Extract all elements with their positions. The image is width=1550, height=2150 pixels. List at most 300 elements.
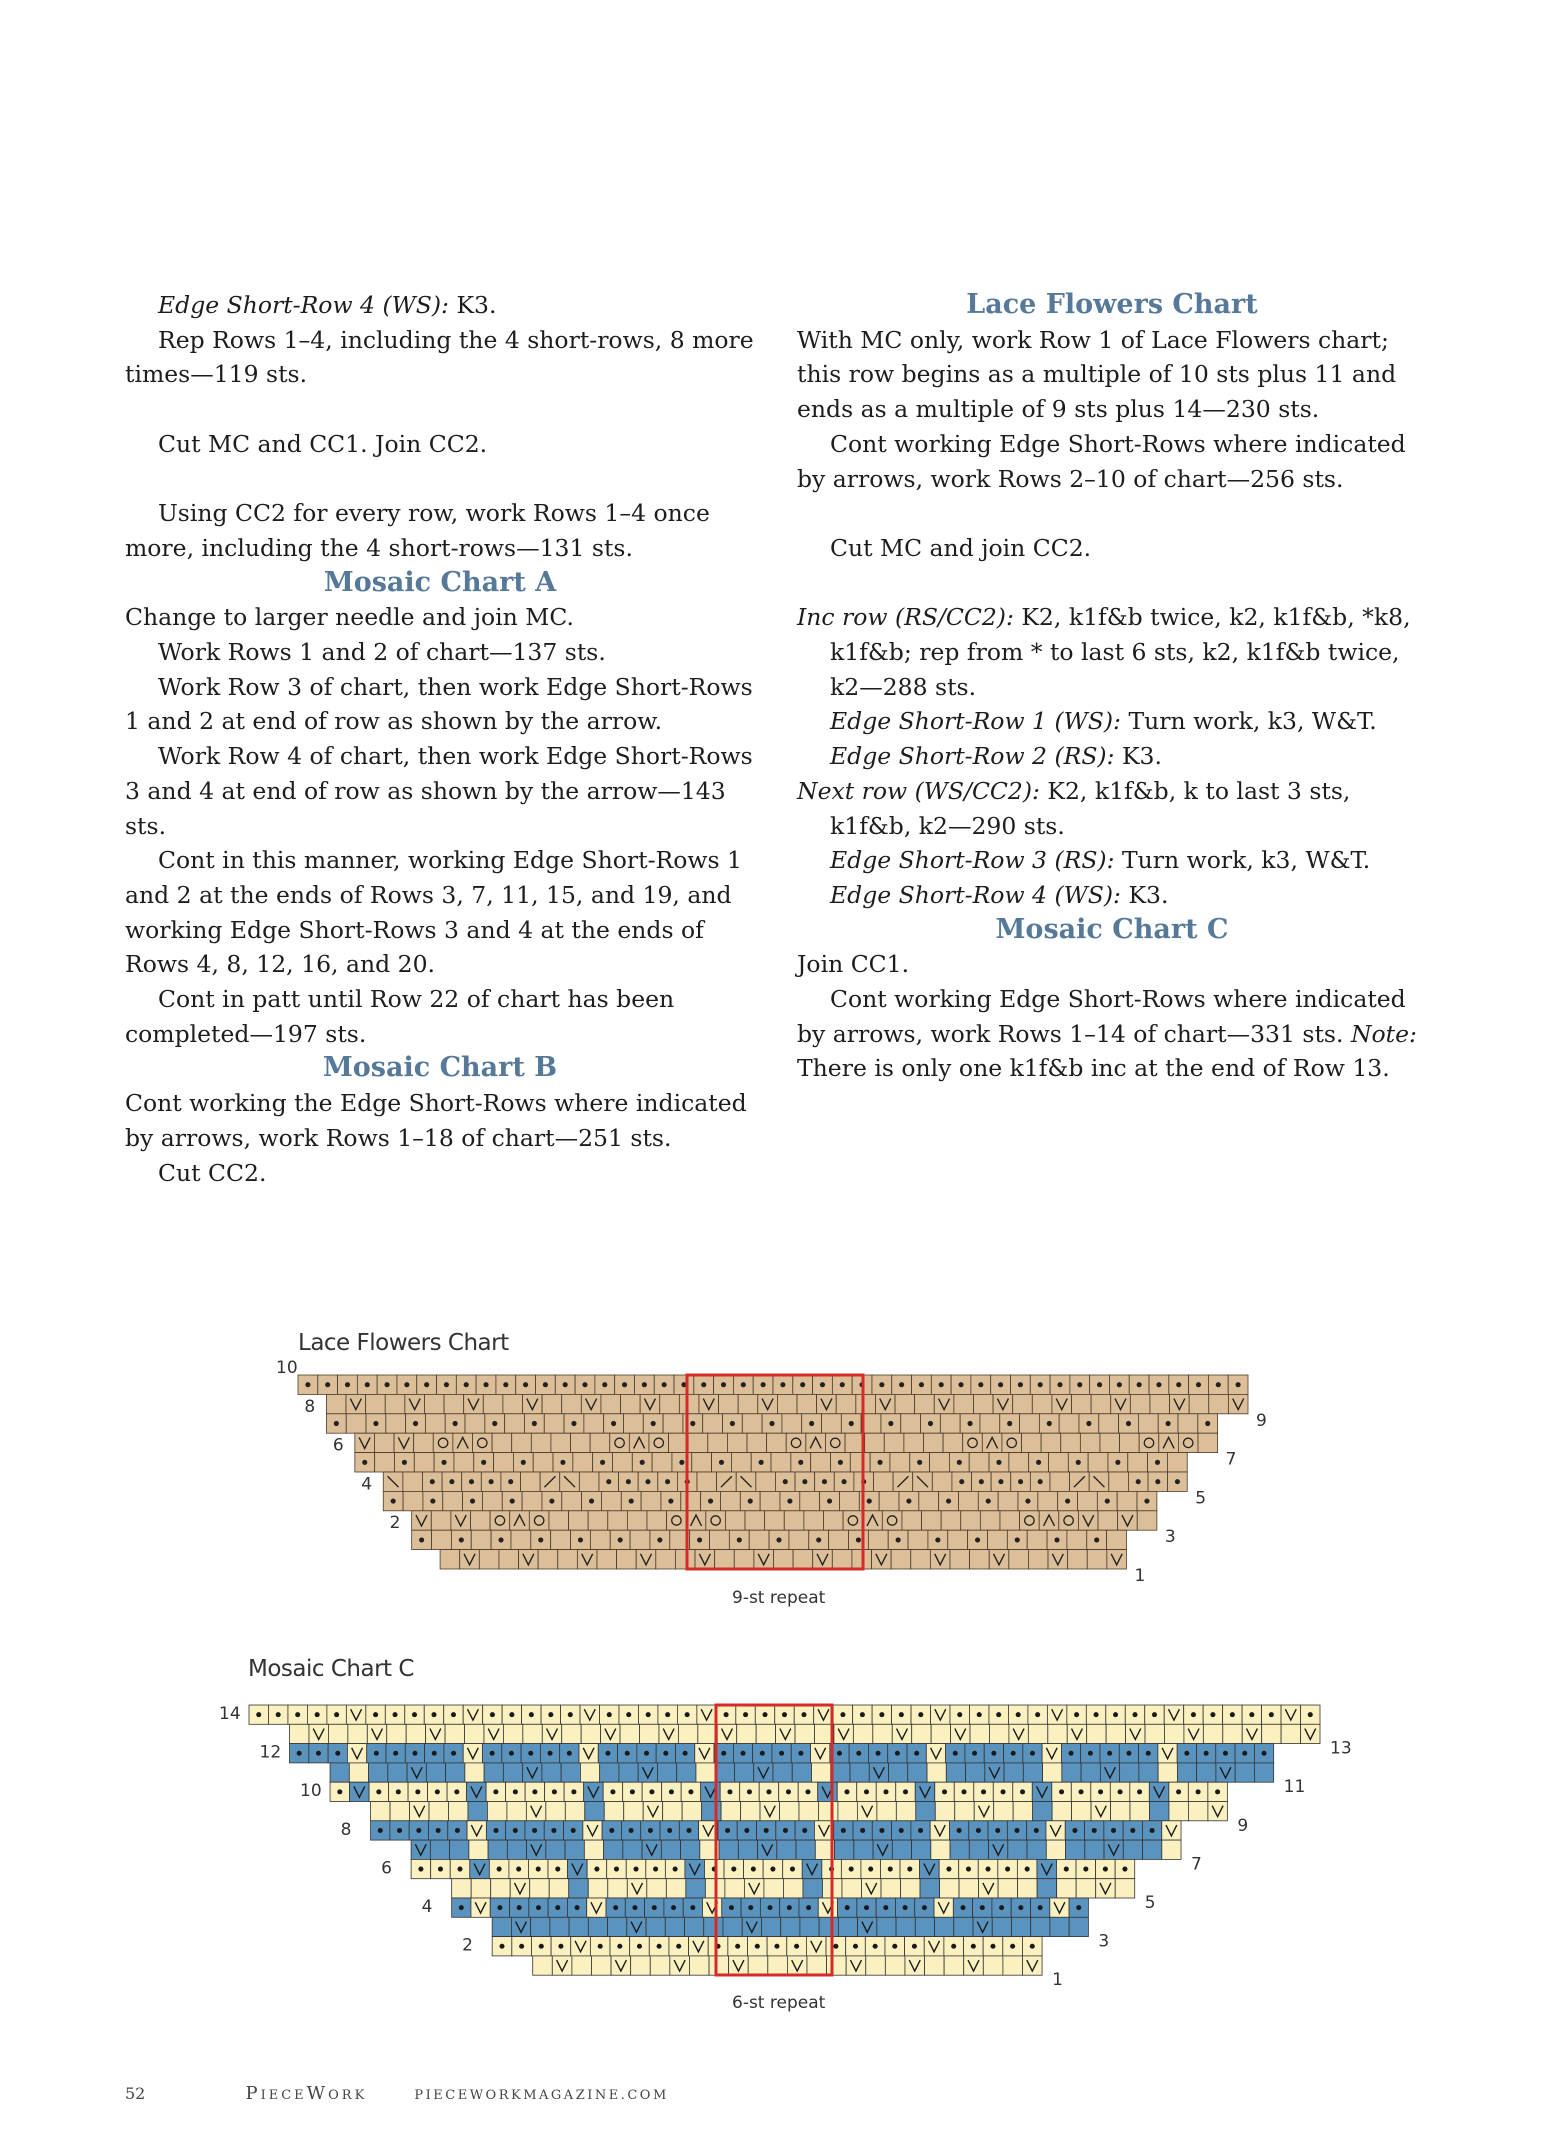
chart-cell	[488, 1840, 507, 1859]
purl-dot	[1000, 1789, 1005, 1794]
purl-dot	[555, 1905, 560, 1910]
paragraph	[797, 774, 1427, 843]
chart-cell	[1011, 1917, 1030, 1936]
chart-cell	[1130, 1802, 1149, 1821]
purl-dot	[918, 1828, 923, 1833]
purl-dot	[497, 1867, 502, 1872]
chart-cell	[631, 1956, 651, 1975]
purl-dot	[741, 1382, 746, 1387]
chart-cell	[1022, 1433, 1042, 1452]
chart-cell	[823, 1511, 843, 1530]
chart-cell	[487, 1802, 506, 1821]
chart-cell	[992, 1917, 1011, 1936]
chart-cell	[414, 1453, 434, 1472]
chart-cell	[1177, 1763, 1196, 1782]
purl-dot	[646, 1712, 651, 1717]
chart-cell	[649, 1433, 669, 1452]
purl-dot	[552, 1789, 557, 1794]
chart-cell	[1109, 1472, 1129, 1491]
chart-cell	[588, 1879, 608, 1898]
purl-dot	[516, 1867, 521, 1872]
purl-dot	[633, 1867, 638, 1872]
purl-dot	[724, 1712, 729, 1717]
chart-cell	[800, 1917, 819, 1936]
chart-cell	[375, 1453, 395, 1472]
chart-cell	[825, 1433, 845, 1452]
purl-dot	[827, 1499, 832, 1504]
purl-dot	[567, 1751, 572, 1756]
chart-cell	[386, 1414, 406, 1433]
chart-cell	[503, 1394, 523, 1413]
chart-cell	[725, 1879, 745, 1898]
chart-cell	[612, 1453, 632, 1472]
chart-cell	[777, 1394, 797, 1413]
purl-dot	[1094, 1537, 1099, 1542]
purl-dot	[483, 1382, 488, 1387]
purl-dot	[397, 1828, 402, 1833]
chart-cell	[811, 1453, 831, 1472]
chart-cell	[610, 1433, 630, 1452]
purl-dot	[528, 1751, 533, 1756]
purl-dot	[1126, 1421, 1131, 1426]
purl-dot	[618, 1537, 623, 1542]
purl-dot	[951, 1944, 956, 1949]
chart-cell	[838, 1802, 857, 1821]
chart-cell	[973, 1394, 993, 1413]
chart-cell	[856, 1394, 876, 1413]
mosaic-c-repeat-label: 6-st repeat	[732, 1993, 826, 2013]
purl-dot	[764, 1828, 769, 1833]
purl-dot	[1117, 1382, 1122, 1387]
purl-dot	[665, 1479, 670, 1484]
purl-dot	[345, 1382, 350, 1387]
chart-cell	[908, 1530, 928, 1549]
chart-cell	[1003, 1956, 1023, 1975]
purl-dot	[787, 1905, 792, 1910]
step-label: Edge Short-Row 1 (WS):	[830, 707, 1121, 736]
chart-cell	[624, 1802, 643, 1821]
chart-cell	[868, 1530, 888, 1549]
purl-dot	[996, 1712, 1001, 1717]
chart-cell	[403, 1491, 423, 1510]
row-number: 10	[300, 1781, 322, 1802]
lace-chart-title: Lace Flowers Chart	[298, 1330, 509, 1356]
purl-dot	[939, 1382, 944, 1387]
purl-dot	[798, 1460, 803, 1465]
chart-cell	[767, 1433, 787, 1452]
purl-dot	[770, 1867, 775, 1872]
chart-cell	[1038, 1491, 1058, 1510]
chart-cell	[1009, 1550, 1029, 1569]
purl-dot	[393, 1712, 398, 1717]
chart-cell	[697, 1472, 717, 1491]
purl-dot	[668, 1499, 673, 1504]
purl-dot	[701, 1382, 706, 1387]
paragraph: Cont working Edge Short-Rows where indicated by arrows, work Rows 2–10 of chart—256 sts.	[797, 429, 1406, 493]
chart-cell	[1158, 1763, 1177, 1782]
chart-cell	[290, 1724, 309, 1743]
step-text: There is only one k1f&b inc at the end of Row 13.	[797, 1054, 1390, 1083]
chart-cell	[1002, 1433, 1022, 1452]
chart-cell	[348, 1724, 367, 1743]
purl-dot	[683, 1751, 688, 1756]
chart-cell	[1031, 1917, 1050, 1936]
purl-dot	[667, 1828, 672, 1833]
step-text: K2, k1f&b, k to last 3 sts, k1f&b, k2—290 sts.	[830, 776, 1351, 840]
paragraph	[797, 739, 1427, 774]
chart-cell	[484, 1763, 503, 1782]
purl-dot	[671, 1905, 676, 1910]
chart-cell	[374, 1433, 394, 1452]
chart-cell	[843, 1511, 863, 1530]
chart-cell	[549, 1511, 569, 1530]
chart-cell	[877, 1917, 896, 1936]
purl-dot	[768, 1905, 773, 1910]
chart-cell	[503, 1724, 522, 1743]
chart-cell	[511, 1530, 531, 1549]
chart-cell	[1209, 1394, 1229, 1413]
magazine-name: PieceWork	[245, 2083, 368, 2104]
purl-dot	[614, 1867, 619, 1872]
chart-cell	[1120, 1433, 1140, 1452]
chart-cell	[608, 1511, 628, 1530]
purl-dot	[1057, 1382, 1062, 1387]
chart-cell	[1076, 1879, 1096, 1898]
chart-cell	[765, 1511, 785, 1530]
chart-cell	[580, 1763, 599, 1782]
chart-cell	[647, 1879, 667, 1898]
purl-dot	[903, 1789, 908, 1794]
chart-cell	[641, 1491, 661, 1510]
chart-cell	[627, 1511, 647, 1530]
chart-cell	[1138, 1414, 1158, 1433]
purl-dot	[1105, 1499, 1110, 1504]
chart-cell	[943, 1433, 963, 1452]
chart-cell	[822, 1414, 842, 1433]
purl-dot	[538, 1537, 543, 1542]
chart-cell	[1050, 1472, 1070, 1491]
chart-cell	[1178, 1414, 1198, 1433]
chart-cell	[1123, 1840, 1142, 1859]
purl-dot	[1184, 1751, 1189, 1756]
chart-cell	[931, 1840, 950, 1859]
purl-dot	[453, 1421, 458, 1426]
chart-cell	[1020, 1414, 1040, 1433]
purl-dot	[432, 1751, 437, 1756]
chart-cell	[1107, 1530, 1127, 1549]
purl-dot	[883, 1905, 888, 1910]
chart-cell	[737, 1724, 756, 1743]
chart-cell	[891, 1550, 911, 1569]
chart-cell	[433, 1433, 453, 1452]
purl-dot	[966, 1867, 971, 1872]
purl-dot	[1137, 1382, 1142, 1387]
purl-dot	[729, 1905, 734, 1910]
purl-dot	[776, 1537, 781, 1542]
purl-dot	[663, 1751, 668, 1756]
row-number: 1	[1052, 1970, 1063, 1990]
purl-dot	[816, 1537, 821, 1542]
purl-dot	[747, 1789, 752, 1794]
chart-cell	[1120, 1763, 1139, 1782]
chart-cell	[983, 1956, 1003, 1975]
purl-dot	[1196, 1382, 1201, 1387]
purl-dot	[560, 1460, 565, 1465]
purl-dot	[1038, 1382, 1043, 1387]
paragraph	[125, 288, 755, 323]
chart-cell	[620, 1724, 639, 1743]
chart-cell	[783, 1879, 803, 1898]
chart-cell	[950, 1840, 969, 1859]
chart-cell	[1062, 1763, 1081, 1782]
chart-cell	[663, 1802, 682, 1821]
purl-dot	[543, 1382, 548, 1387]
chart-cell	[1203, 1724, 1222, 1743]
chart-cell	[781, 1917, 800, 1936]
chart-cell	[385, 1394, 405, 1413]
purl-dot	[708, 1499, 713, 1504]
chart-cell	[640, 1724, 659, 1743]
chart-cell	[877, 1802, 896, 1821]
purl-dot	[766, 1789, 771, 1794]
chart-cell	[795, 1724, 814, 1743]
row-number: 4	[361, 1474, 373, 1495]
chart-cell	[1091, 1394, 1111, 1413]
chart-cell	[773, 1763, 792, 1782]
chart-cell	[792, 1763, 811, 1782]
chart-cell	[920, 1879, 940, 1898]
purl-dot	[373, 1421, 378, 1426]
chart-cell	[1164, 1724, 1183, 1743]
purl-dot	[840, 1712, 845, 1717]
chart-cell	[954, 1917, 973, 1936]
purl-dot	[986, 1499, 991, 1504]
chart-cell	[430, 1840, 449, 1859]
chart-cell	[573, 1453, 593, 1472]
row-number: 12	[259, 1742, 282, 1763]
purl-dot	[1059, 1789, 1064, 1794]
chart-cell	[803, 1879, 823, 1898]
purl-dot	[798, 1751, 803, 1756]
chart-cell	[1028, 1550, 1048, 1569]
chart-cell	[630, 1530, 650, 1549]
purl-dot	[582, 1382, 587, 1387]
purl-dot	[853, 1944, 858, 1949]
chart-cell	[471, 1879, 491, 1898]
purl-dot	[759, 1460, 764, 1465]
chart-cell	[565, 1802, 584, 1821]
paragraph	[797, 704, 1427, 739]
chart-cell	[623, 1414, 643, 1433]
chart-cell	[1027, 1530, 1047, 1549]
chart-cell	[721, 1802, 740, 1821]
purl-dot	[449, 1479, 454, 1484]
section-heading-mosaic-b: Mosaic Chart B	[322, 1052, 558, 1084]
chart-cell	[970, 1724, 989, 1743]
purl-dot	[867, 1499, 872, 1504]
chart-cell	[440, 1550, 460, 1569]
purl-dot	[903, 1905, 908, 1910]
chart-cell	[850, 1763, 869, 1782]
purl-dot	[662, 1382, 667, 1387]
chart-cell	[773, 1550, 793, 1569]
chart-cell	[799, 1802, 818, 1821]
purl-dot	[1016, 1712, 1021, 1717]
purl-dot	[548, 1751, 553, 1756]
chart-cell	[969, 1453, 989, 1472]
purl-dot	[979, 1479, 984, 1484]
chart-cell	[959, 1879, 979, 1898]
purl-dot	[935, 1537, 940, 1542]
purl-dot	[961, 1789, 966, 1794]
purl-dot	[539, 1944, 544, 1949]
purl-dot	[849, 1867, 854, 1872]
chart-cell	[585, 1802, 604, 1821]
chart-cell	[882, 1511, 902, 1530]
chart-cell	[597, 1550, 617, 1569]
chart-cell	[444, 1394, 464, 1413]
purl-dot	[648, 1828, 653, 1833]
chart-cell	[646, 1917, 665, 1936]
purl-dot	[860, 1828, 865, 1833]
purl-dot	[571, 1828, 576, 1833]
chart-cell	[530, 1879, 550, 1898]
chart-cell	[1050, 1917, 1069, 1936]
purl-dot	[896, 1537, 901, 1542]
purl-dot	[1035, 1712, 1040, 1717]
chart-cell	[546, 1840, 565, 1859]
chart-cell	[681, 1840, 700, 1859]
purl-dot	[493, 1789, 498, 1794]
chart-cell	[581, 1724, 600, 1743]
chart-cell	[800, 1491, 820, 1510]
chart-cell	[483, 1394, 503, 1413]
purl-dot	[1113, 1712, 1118, 1717]
purl-dot	[1126, 1751, 1131, 1756]
purl-dot	[673, 1867, 678, 1872]
section-heading-lace-flowers: Lace Flowers Chart	[966, 289, 1258, 320]
purl-dot	[888, 1867, 893, 1872]
purl-dot	[1191, 1712, 1196, 1717]
chart-cell	[1197, 1763, 1216, 1782]
purl-dot	[1249, 1712, 1254, 1717]
purl-dot	[1018, 1479, 1023, 1484]
purl-dot	[975, 1537, 980, 1542]
chart-cell	[533, 1956, 553, 1975]
chart-cell	[652, 1453, 672, 1472]
chart-cell	[1009, 1453, 1029, 1472]
purl-dot	[558, 1944, 563, 1949]
chart-cell	[492, 1917, 511, 1936]
purl-dot	[786, 1789, 791, 1794]
chart-cell	[1167, 1453, 1187, 1472]
chart-cell	[940, 1879, 960, 1898]
chart-cell	[832, 1550, 852, 1569]
purl-dot	[864, 1789, 869, 1794]
purl-dot	[960, 1905, 965, 1910]
chart-cell	[738, 1394, 758, 1413]
chart-cell	[1189, 1394, 1209, 1413]
purl-dot	[868, 1867, 873, 1872]
purl-dot	[649, 1789, 654, 1794]
chart-cell	[650, 1956, 670, 1975]
chart-cell	[569, 1511, 589, 1530]
chart-cell	[1048, 1724, 1067, 1743]
lace-repeat-label: 9-st repeat	[732, 1588, 826, 1608]
chart-cell	[660, 1394, 680, 1413]
chart-cell	[1068, 1550, 1088, 1569]
chart-cell	[865, 1433, 885, 1452]
purl-dot	[971, 1944, 976, 1949]
purl-dot	[626, 1712, 631, 1717]
purl-dot	[611, 1421, 616, 1426]
purl-dot	[376, 1789, 381, 1794]
chart-cell	[546, 1802, 565, 1821]
chart-cell	[912, 1724, 931, 1743]
chart-cell	[784, 1511, 804, 1530]
chart-cell	[571, 1433, 591, 1452]
chart-cell	[403, 1472, 423, 1491]
step-text: K3.	[1120, 880, 1169, 909]
chart-cell	[853, 1724, 872, 1743]
row-number: 3	[1098, 1931, 1110, 1952]
purl-dot	[451, 1712, 456, 1717]
chart-cell	[706, 1511, 726, 1530]
purl-dot	[605, 1751, 610, 1756]
chart-cell	[807, 1956, 827, 1975]
chart-cell	[915, 1917, 934, 1936]
chart-cell	[748, 1956, 768, 1975]
section-heading-mosaic-a: Mosaic Chart A	[323, 566, 557, 598]
purl-dot	[1018, 1382, 1023, 1387]
chart-cell	[549, 1879, 569, 1898]
purl-dot	[1098, 1789, 1103, 1794]
purl-dot	[761, 1382, 766, 1387]
purl-dot	[431, 1712, 436, 1717]
purl-dot	[532, 1789, 537, 1794]
chart-cell	[426, 1763, 445, 1782]
purl-dot	[519, 1944, 524, 1949]
chart-cell	[1178, 1433, 1198, 1452]
purl-dot	[822, 1479, 827, 1484]
chart-cell	[1088, 1453, 1108, 1472]
chart-cell	[604, 1802, 623, 1821]
chart-cell	[465, 1763, 484, 1782]
purl-dot	[418, 1867, 423, 1872]
purl-dot	[769, 1421, 774, 1426]
chart-cell	[738, 1840, 757, 1859]
purl-dot	[1176, 1382, 1181, 1387]
step-text: Turn work, k3, W&T.	[1120, 707, 1377, 736]
purl-dot	[1088, 1751, 1093, 1756]
chart-cell	[544, 1414, 564, 1433]
chart-cell	[702, 1802, 721, 1821]
chart-cell	[804, 1511, 824, 1530]
chart-cell	[600, 1763, 619, 1782]
chart-cell	[704, 1917, 723, 1936]
chart-cell	[656, 1550, 676, 1569]
purl-dot	[575, 1905, 580, 1910]
right-column	[797, 288, 1427, 1086]
purl-dot	[802, 1828, 807, 1833]
chart-cell	[1033, 1802, 1052, 1821]
chart-cell	[944, 1956, 964, 1975]
purl-dot	[1065, 1499, 1070, 1504]
step-label: Edge Short-Row 4 (WS):	[830, 880, 1121, 909]
chart-cell	[429, 1802, 448, 1821]
purl-dot	[899, 1382, 904, 1387]
purl-dot	[438, 1867, 443, 1872]
